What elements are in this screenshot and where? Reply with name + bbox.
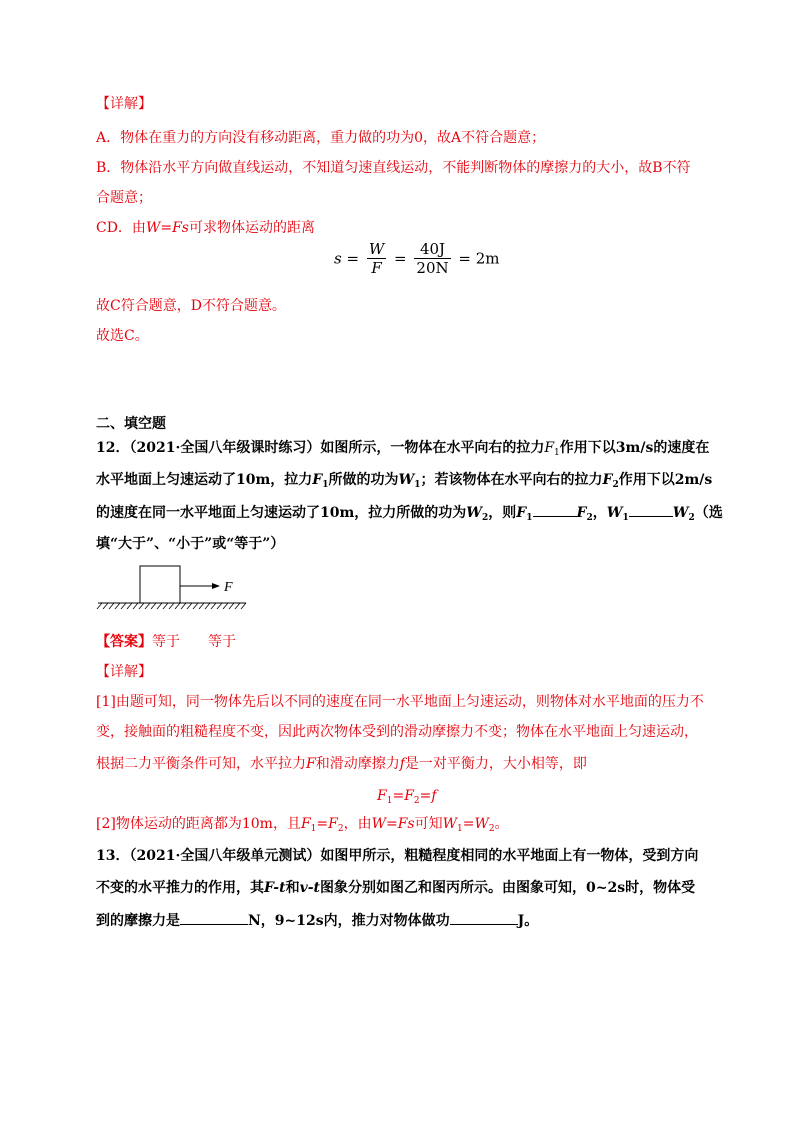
q12-blank-1[interactable]: [533, 502, 577, 517]
q13-line3: 到的摩擦力是 N，9~12s内，推力对物体做功 J。: [96, 910, 538, 931]
q11-answer: 故选C。: [96, 328, 149, 344]
q12-blank-2[interactable]: [629, 502, 673, 517]
block-object: [140, 566, 180, 603]
q12-detail-line1: [1]由题可知，同一物体先后以不同的速度在同一水平地面上匀速运动，则物体对水平地面的压力不: [96, 694, 704, 710]
force-arrowhead-icon: [212, 583, 220, 589]
q12-equation: $F_1=F_2=f$: [377, 788, 437, 806]
force-block-figure: [96, 560, 256, 620]
q12-detail-line3: 根据二力平衡条件可知，水平拉力F和滑动摩擦力f是一对平衡力，大小相等，即: [96, 756, 587, 772]
q12-line1: 12．（2021·全国八年级课时练习）如图所示，一物体在水平向右的拉力$F_1$作用下以3m/s的速度在: [96, 440, 710, 458]
q13-line1: 13．（2021·全国八年级单元测试）如图甲所示，粗糙程度相同的水平地面上有一物体，受到方向: [96, 848, 699, 864]
q13-blank-1[interactable]: [180, 910, 248, 925]
q12-detail-label: 【详解】: [96, 664, 152, 680]
q12-line4: 填“大于”、“小于”或“等于”）: [96, 536, 285, 552]
q12-line3: 的速度在同一水平地面上匀速运动了10m，拉力所做的功为$W_2$，则$F_1$ $F_2$，$W_1$ $W_2$（选: [96, 502, 723, 523]
q13-blank-2[interactable]: [450, 910, 518, 925]
q12-detail-line2: 变，接触面的粗糙程度不变，因此两次物体受到的滑动摩擦力不变；物体在水平地面上匀速运动，: [96, 724, 698, 740]
q11-conclusion: 故C符合题意，D不符合题意。: [96, 298, 286, 314]
q13-line2: 不变的水平推力的作用，其F-t和v-t图象分别如图乙和图丙所示。由图象可知，0~2s时，物体受: [96, 880, 696, 896]
ground-hatching: [97, 603, 246, 609]
q12-answer: [96, 632, 236, 652]
section-title: 二、填空题: [96, 416, 166, 432]
force-label: F: [224, 580, 233, 595]
q11-option-cd: CD．由W=Fs可求物体运动的距离: [96, 220, 315, 236]
q11-option-b-line2: 合题意；: [96, 190, 152, 206]
answer-label: 【答案】: [96, 634, 152, 650]
q12-line2: 水平地面上匀速运动了10m，拉力$F_1$所做的功为$W_1$；若该物体在水平向右的拉力$F_2$作用下以2m/s: [96, 472, 713, 490]
q11-option-a: A．物体在重力的方向没有移动距离，重力做的功为0，故A不符合题意；: [96, 130, 546, 146]
distance-formula: s = $\frac{W}{F}$ = $\frac{40J}{20N}$ = 2m: [334, 240, 500, 277]
q12-detail-line4: [2]物体运动的距离都为10m，且$F_1=F_2$，由W=Fs可知$W_1=W_2$。: [96, 816, 509, 834]
answer-values: 等于 等于: [152, 634, 236, 650]
q11-detail-label: 【详解】: [96, 96, 152, 112]
q11-option-b-line1: B．物体沿水平方向做直线运动，不知道匀速直线运动，不能判断物体的摩擦力的大小，故B不符: [96, 160, 691, 176]
